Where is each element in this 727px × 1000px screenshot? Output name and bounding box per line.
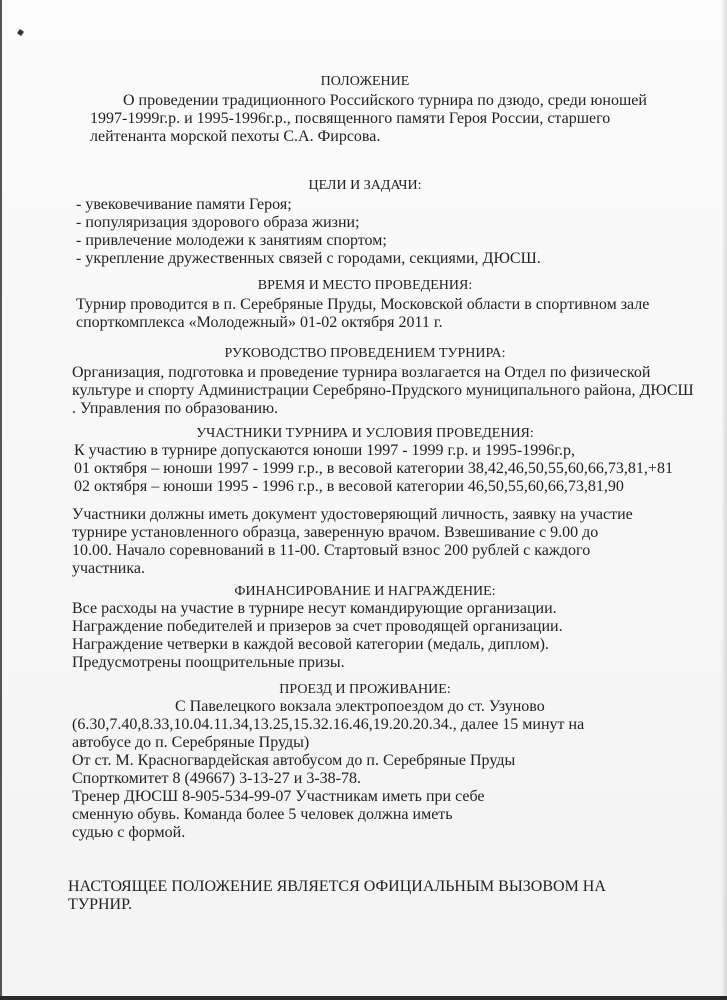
goals-list (76, 196, 666, 268)
participants-line: 02 октября – юноши 1995 - 1996 г.р., в весовой категории 46,50,55,60,66,73,81,90 (74, 478, 624, 495)
document-title: ПОЛОЖЕНИЕ (320, 74, 410, 89)
travel-line: судью с формой. (72, 824, 186, 841)
travel-line: (6.30,7.40,8.33,10.04.11.34,13.25,15.32.16.46,19.20.20.34., далее 15 минут на (72, 716, 585, 733)
financing-text (72, 600, 662, 672)
travel-line: От ст. М. Красногвардейская автобусом до п. Серебряные Пруды (72, 752, 516, 769)
management-text (72, 364, 694, 418)
document-title-block (70, 74, 660, 90)
participants-line: К участию в турнире допускаются юноши 1997 - 1999 г.р. и 1995-1996г.р, (74, 442, 575, 459)
participants-line: 01 октября – юноши 1997 - 1999 г.р., в весовой категории 38,42,46,50,55,60,66,73,81,+81 (74, 460, 673, 477)
closing-line: НАСТОЯЩЕЕ ПОЛОЖЕНИЕ ЯВЛЯЕТСЯ ОФИЦИАЛЬНЫМ ВЫЗОВОМ НА (68, 878, 606, 895)
participants-section (70, 426, 660, 442)
participants-text (74, 442, 674, 496)
management-heading: РУКОВОДСТВО ПРОВЕДЕНИЕМ ТУРНИРА: (224, 346, 506, 361)
financing-line: Предусмотрены поощрительные призы. (72, 654, 345, 671)
participants-heading: УЧАСТНИКИ ТУРНИРА И УСЛОВИЯ ПРОВЕДЕНИЯ: (196, 426, 534, 441)
conditions-line: турнире установленного образца, заверенную врачом. Взвешивание с 9.00 до (72, 524, 599, 541)
management-line: культуре и спорту Администрации Серебряно-Прудского муниципального района, ДЮСШ (72, 382, 694, 399)
management-line: Организация, подготовка и проведение турнира возлагается на Отдел по физической (72, 364, 651, 381)
list-item: - увековечивание памяти Героя; (76, 196, 292, 213)
financing-line: Награждение победителей и призеров за счет проводящей организации. (72, 618, 563, 635)
list-item: - укрепление дружественных связей с городами, секциями, ДЮСШ. (76, 250, 541, 267)
travel-heading: ПРОЕЗД И ПРОЖИВАНИЕ: (279, 682, 451, 697)
travel-line: автобусе до п. Серебряные Пруды) (72, 734, 310, 751)
financing-line: Все расходы на участие в турнире несут командирующие организации. (72, 600, 557, 617)
financing-section (70, 584, 660, 600)
conditions-line: участника. (72, 560, 145, 577)
travel-first-line: С Павелецкого вокзала электропоездом до ст. Узуново (175, 698, 545, 715)
venue-line: спорткомплекса «Молодежный» 01-02 октября 2011 г. (76, 314, 443, 331)
page-bottom-edge (0, 996, 727, 1000)
venue-heading: ВРЕМЯ И МЕСТО ПРОВЕДЕНИЯ: (257, 278, 473, 293)
travel-text (72, 698, 692, 842)
closing-statement (68, 878, 658, 914)
goals-heading: ЦЕЛИ И ЗАДАЧИ: (308, 178, 422, 193)
financing-line: Награждение четверки в каждой весовой категории (медаль, диплом). (72, 636, 549, 653)
page-left-edge (0, 0, 2, 1000)
travel-line: Тренер ДЮСШ 8-905-534-99-07 Участникам иметь при себе (72, 788, 485, 805)
scan-speck (17, 29, 24, 36)
venue-line: Турнир проводится в п. Серебряные Пруды, Московской области в спортивном зале (76, 296, 650, 313)
conditions-line: 10.00. Начало соревнований в 11-00. Стартовый взнос 200 рублей с каждого (72, 542, 591, 559)
intro-paragraph (90, 92, 680, 146)
venue-text (76, 296, 666, 332)
page-right-shadow (721, 0, 727, 1000)
conditions-line: Участники должны иметь документ удостоверяющий личность, заявку на участие (72, 506, 633, 523)
list-item: - популяризация здорового образа жизни; (76, 214, 360, 231)
list-item: - привлечение молодежи к занятиям спортом; (76, 232, 387, 249)
closing-line: ТУРНИР. (68, 896, 133, 913)
management-line: . Управления по образованию. (72, 400, 279, 417)
venue-section (70, 278, 660, 294)
travel-line: Спорткомитет 8 (49667) 3-13-27 и 3-38-78. (72, 770, 361, 787)
travel-section (70, 682, 660, 698)
intro-line: О проведении традиционного Российского турнира по дзюдо, среди юношей (123, 92, 647, 109)
intro-line: 1997-1999г.р. и 1995-1996г.р., посвященного памяти Героя России, старшего (90, 110, 611, 127)
intro-line: лейтенанта морской пехоты С.А. Фирсова. (90, 128, 381, 145)
goals-section (70, 178, 660, 194)
financing-heading: ФИНАНСИРОВАНИЕ И НАГРАЖДЕНИЕ: (234, 584, 496, 599)
travel-line: сменную обувь. Команда более 5 человек должна иметь (72, 806, 453, 823)
management-section (70, 346, 660, 362)
conditions-text (72, 506, 662, 578)
